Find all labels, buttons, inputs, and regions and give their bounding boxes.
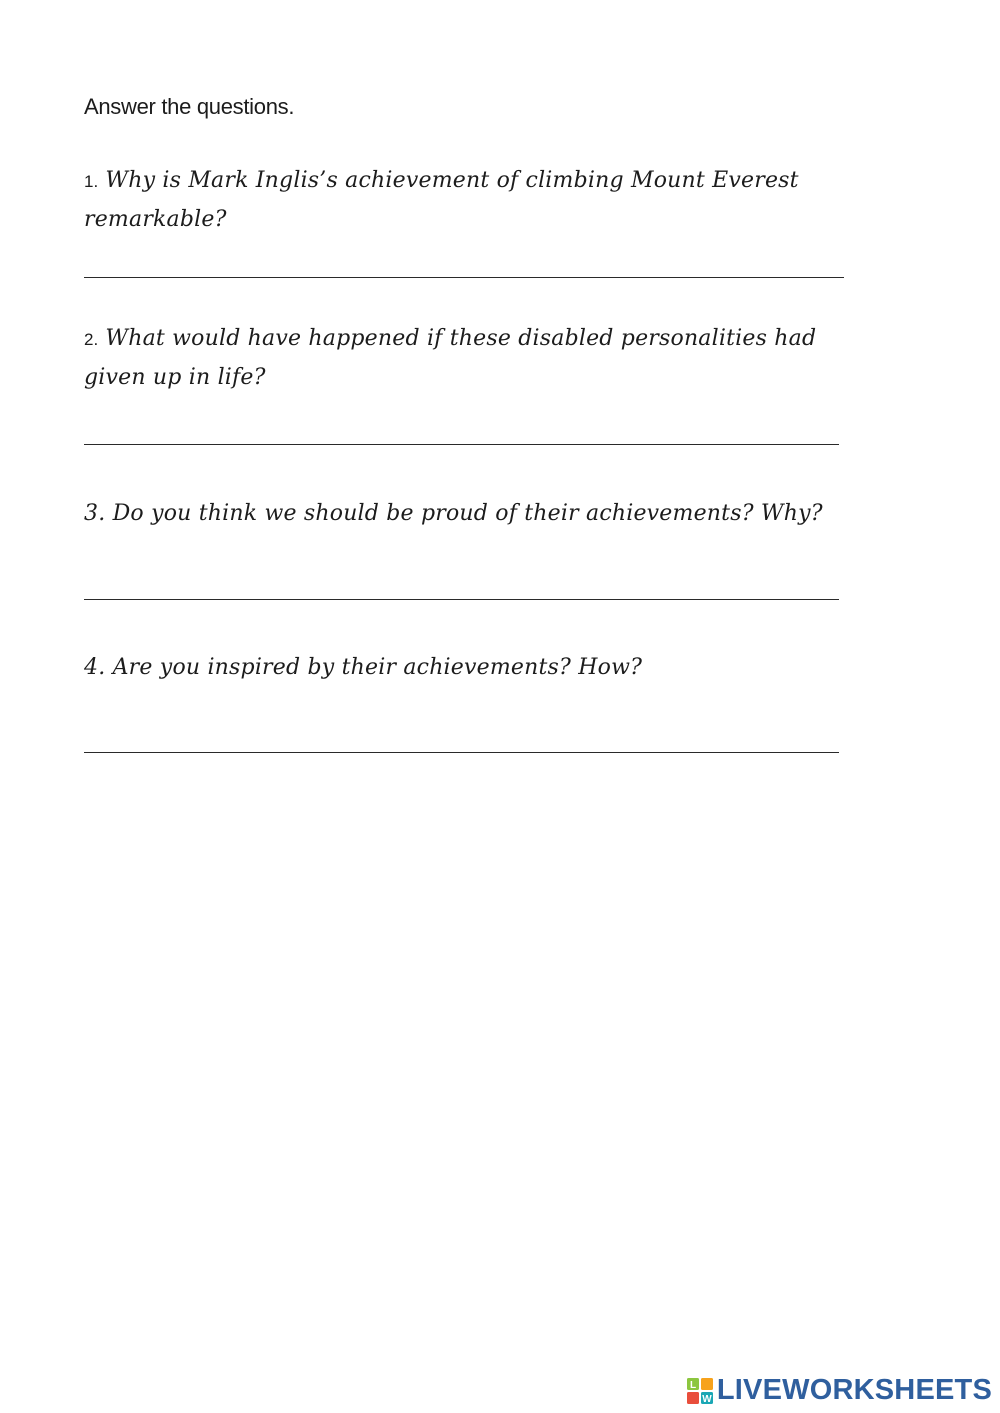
question-number: 2. — [84, 330, 99, 349]
question-text: Do you think we should be proud of their achievements? Why? — [112, 501, 823, 526]
question-2 — [84, 320, 844, 397]
answer-line-3[interactable] — [84, 599, 839, 600]
question-3 — [84, 495, 844, 533]
answer-line-4[interactable] — [84, 752, 839, 753]
question-text: Are you inspired by their achievements? How? — [112, 655, 643, 680]
svg-text:L: L — [689, 1379, 696, 1391]
answer-line-2[interactable] — [84, 444, 839, 445]
liveworksheets-brand — [687, 1374, 992, 1407]
worksheet-heading: Answer the questions. — [84, 94, 295, 119]
liveworksheets-logo-icon — [687, 1378, 713, 1404]
question-number: 4. — [84, 655, 106, 680]
answer-line-1[interactable] — [84, 277, 844, 278]
question-1 — [84, 162, 844, 239]
question-text: Why is Mark Inglis’s achievement of climbing Mount Everest remarkable? — [84, 168, 799, 232]
question-4 — [84, 649, 844, 687]
liveworksheets-wordmark: LIVEWORKSHEETS — [716, 1374, 992, 1406]
question-number: 3. — [84, 501, 106, 526]
question-text: What would have happened if these disabled personalities had given up in life? — [84, 326, 817, 390]
question-number: 1. — [84, 172, 99, 191]
svg-text:W: W — [702, 1393, 712, 1404]
